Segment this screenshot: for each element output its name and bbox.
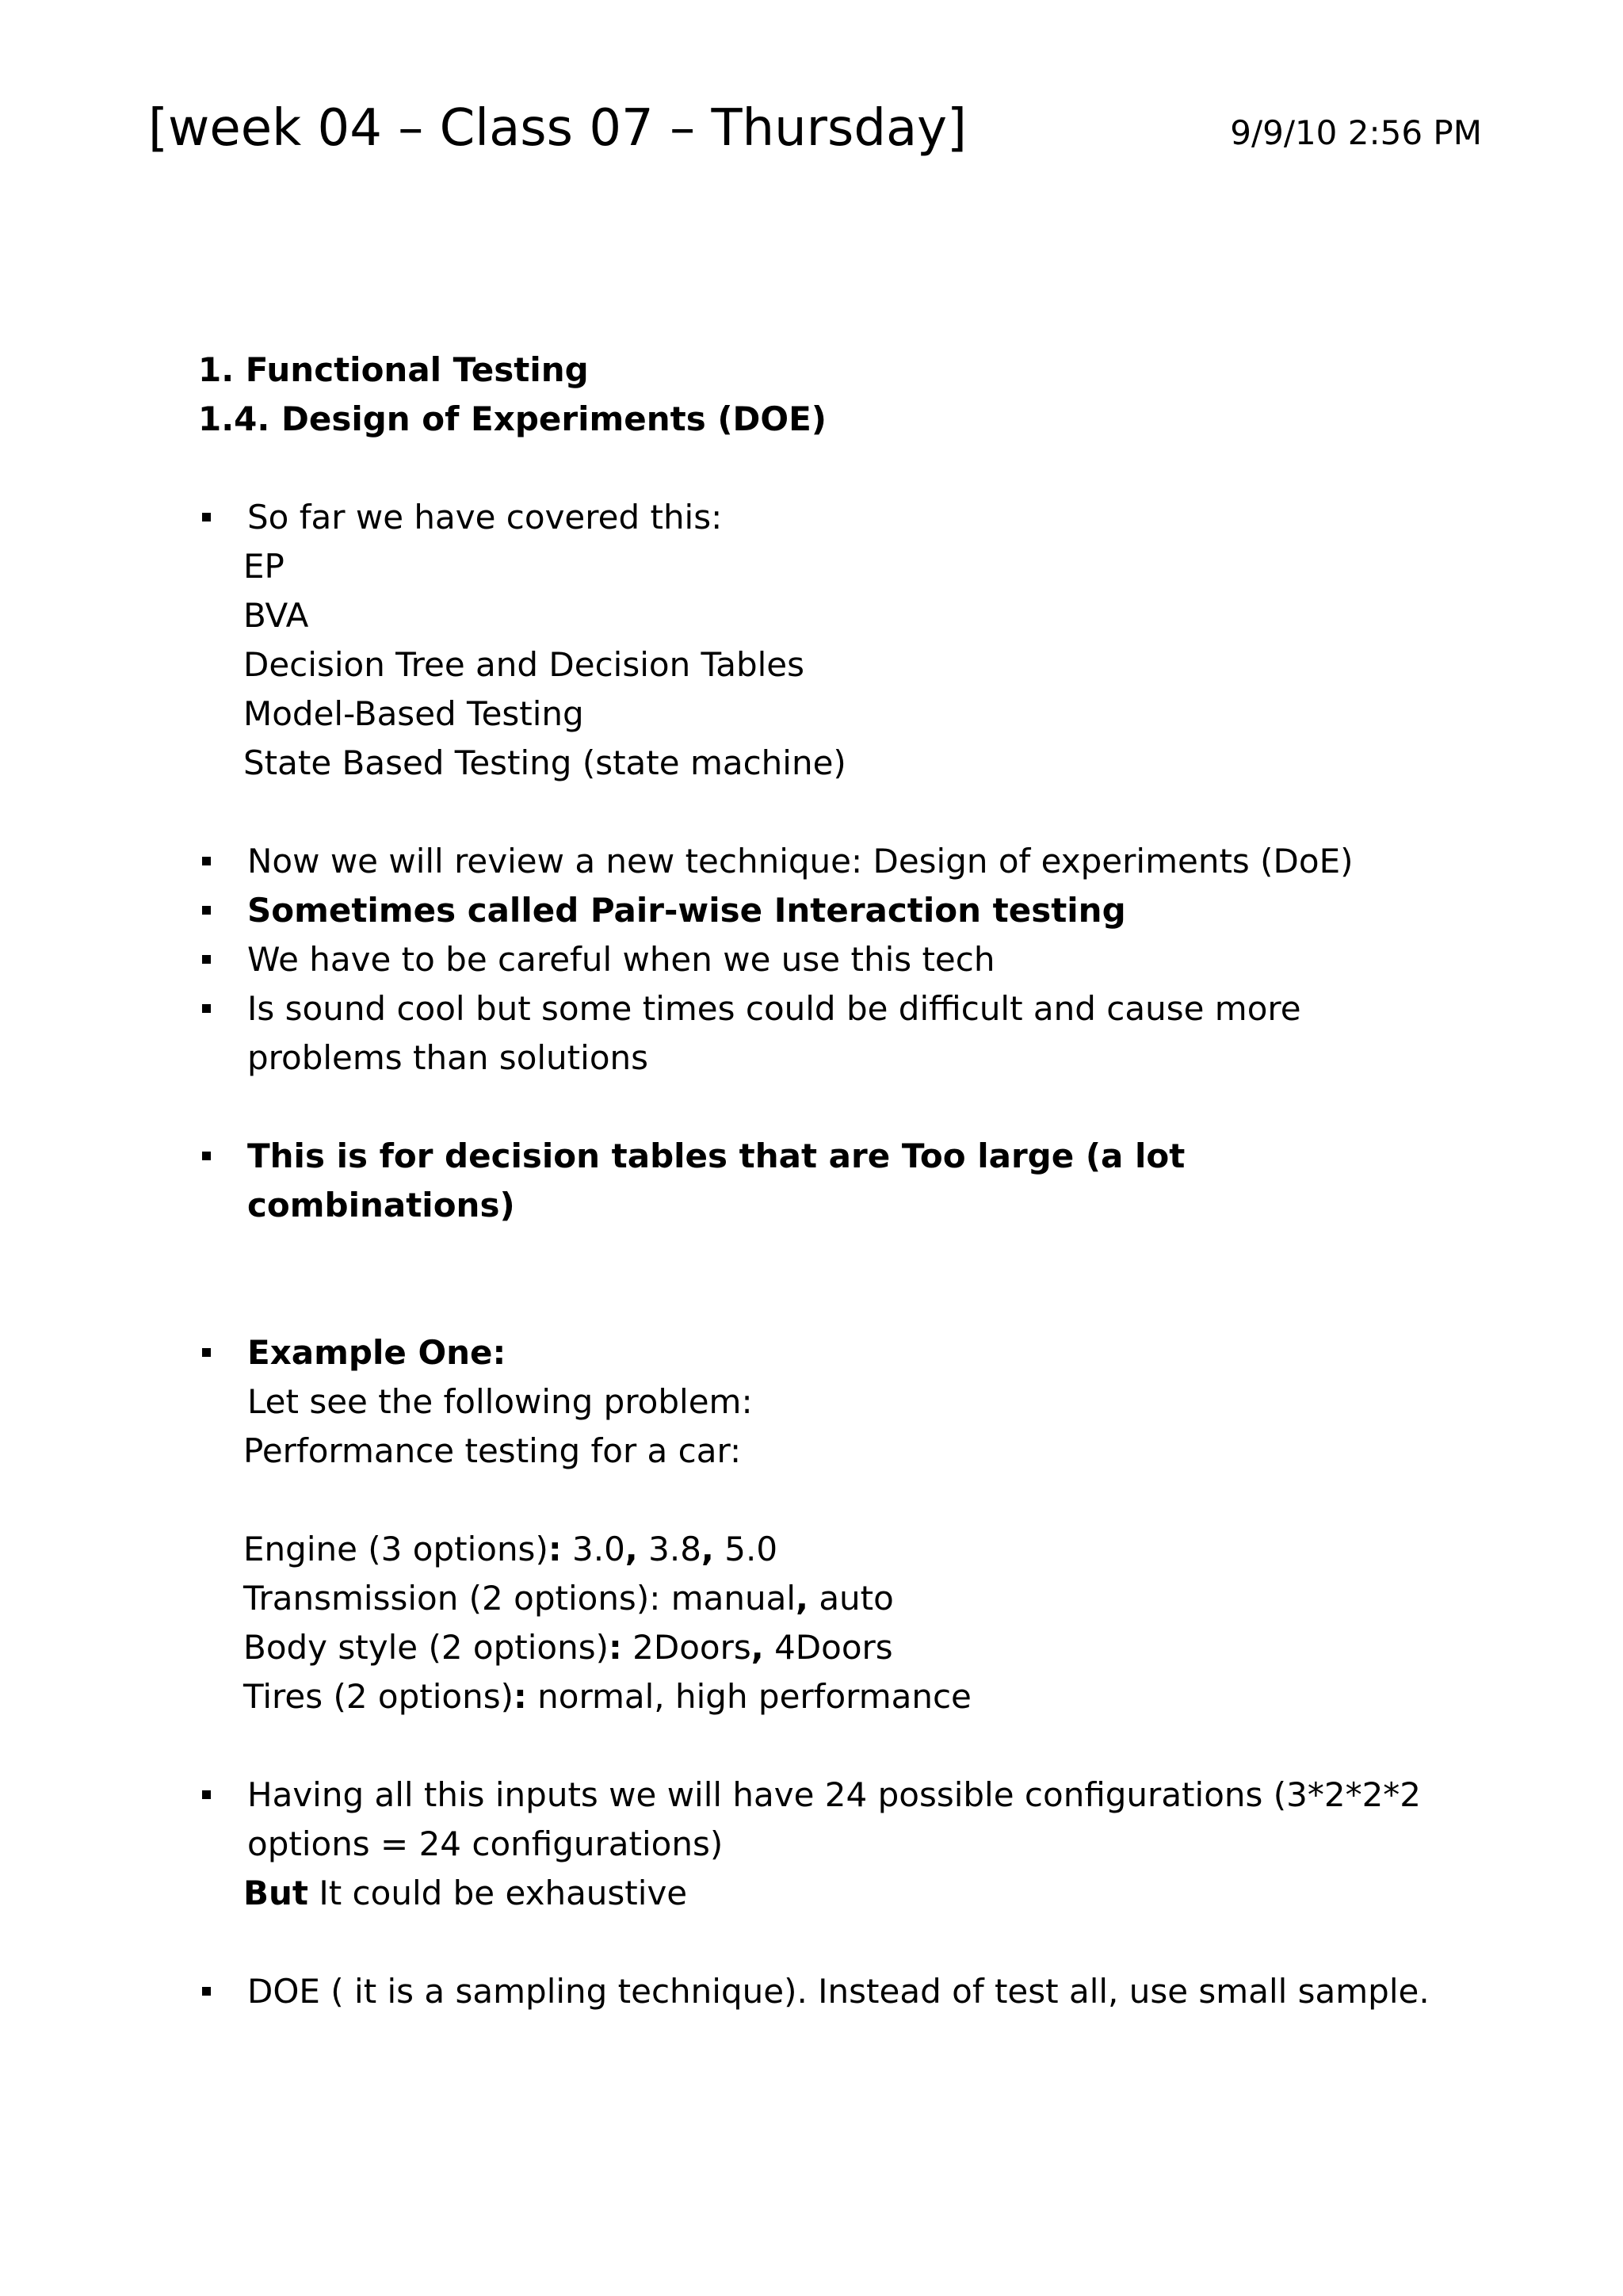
bullet-doe-sampling <box>198 1967 1506 2016</box>
bullet-pairwise <box>198 886 1506 935</box>
bullet-example <box>198 1328 1506 1427</box>
note-line: combinations) <box>247 1186 515 1224</box>
option-transmission <box>198 1574 1506 1623</box>
example-line: Let see the following problem: <box>247 1382 753 1421</box>
page-timestamp: 9/9/10 2:56 PM <box>1230 113 1482 152</box>
square-bullet-icon <box>202 1348 211 1357</box>
page-title: [week 04 – Class 07 – Thursday] <box>148 99 967 158</box>
note-text: Now we will review a new technique: Design of experiments (DoE) <box>247 842 1354 881</box>
bullet-careful <box>198 935 1506 984</box>
note-text: We have to be careful when we use this tech <box>247 940 995 979</box>
bullet-covered <box>198 493 1506 542</box>
option-comma: , <box>796 1579 808 1618</box>
option-colon: : <box>513 1677 527 1716</box>
note-text: Sometimes called Pair-wise Interaction testing <box>247 891 1126 930</box>
bullet-configurations <box>198 1771 1506 1869</box>
note-line: Is sound cool but some times could be difficult and cause more <box>247 989 1301 1028</box>
section-heading: 1. Functional Testing <box>198 350 589 389</box>
square-bullet-icon <box>202 906 211 915</box>
covered-item: BVA <box>243 596 309 635</box>
option-value: 5.0 <box>713 1530 778 1568</box>
square-bullet-icon <box>202 955 211 964</box>
square-bullet-icon <box>202 1790 211 1799</box>
subsection-heading: 1.4. Design of Experiments (DOE) <box>198 399 827 438</box>
square-bullet-icon <box>202 1987 211 1996</box>
square-bullet-icon <box>202 1152 211 1160</box>
example-title: Example One: <box>247 1333 506 1372</box>
option-colon: : <box>548 1530 562 1568</box>
bullet-large-tables <box>198 1132 1506 1230</box>
option-value: auto <box>808 1579 894 1618</box>
note-line: problems than solutions <box>247 1038 649 1077</box>
option-body-style <box>198 1623 1506 1672</box>
option-value: normal, high performance <box>526 1677 972 1716</box>
option-value: 3.8 <box>637 1530 701 1568</box>
covered-item: EP <box>243 547 285 586</box>
square-bullet-icon <box>202 857 211 865</box>
covered-item: Decision Tree and Decision Tables <box>243 645 805 684</box>
square-bullet-icon <box>202 1004 211 1013</box>
option-label: Tires (2 options) <box>243 1677 514 1716</box>
option-label: Body style (2 options) <box>243 1628 609 1667</box>
option-engine <box>198 1525 1506 1574</box>
option-tires <box>198 1672 1506 1721</box>
option-label: Transmission (2 options): manual <box>243 1579 796 1618</box>
option-colon: : <box>608 1628 622 1667</box>
note-line: options = 24 configurations) <box>247 1824 724 1863</box>
note-text: It could be exhaustive <box>308 1874 688 1912</box>
note-line: This is for decision tables that are Too large (a lot <box>247 1137 1186 1175</box>
note-text: DOE ( it is a sampling technique). Instead of test all, use small sample. <box>247 1972 1430 2011</box>
option-comma: , <box>701 1530 714 1568</box>
example-line: Performance testing for a car: <box>243 1431 742 1470</box>
option-label: Engine (3 options) <box>243 1530 548 1568</box>
note-line: Having all this inputs we will have 24 possible configurations (3*2*2*2 <box>247 1775 1422 1814</box>
option-value: 3.0 <box>561 1530 625 1568</box>
option-comma: , <box>750 1628 764 1667</box>
but-word: But <box>243 1874 308 1912</box>
bullet-sound-cool <box>198 984 1506 1083</box>
bullet-new-technique <box>198 837 1506 886</box>
option-value: 4Doors <box>763 1628 893 1667</box>
covered-intro: So far we have covered this: <box>247 498 723 537</box>
option-comma: , <box>624 1530 638 1568</box>
document-body <box>198 346 1506 2016</box>
option-value: 2Doors <box>621 1628 751 1667</box>
covered-item: Model-Based Testing <box>243 694 584 733</box>
square-bullet-icon <box>202 513 211 521</box>
configurations-conclusion <box>198 1869 1506 1918</box>
covered-item: State Based Testing (state machine) <box>243 743 846 782</box>
